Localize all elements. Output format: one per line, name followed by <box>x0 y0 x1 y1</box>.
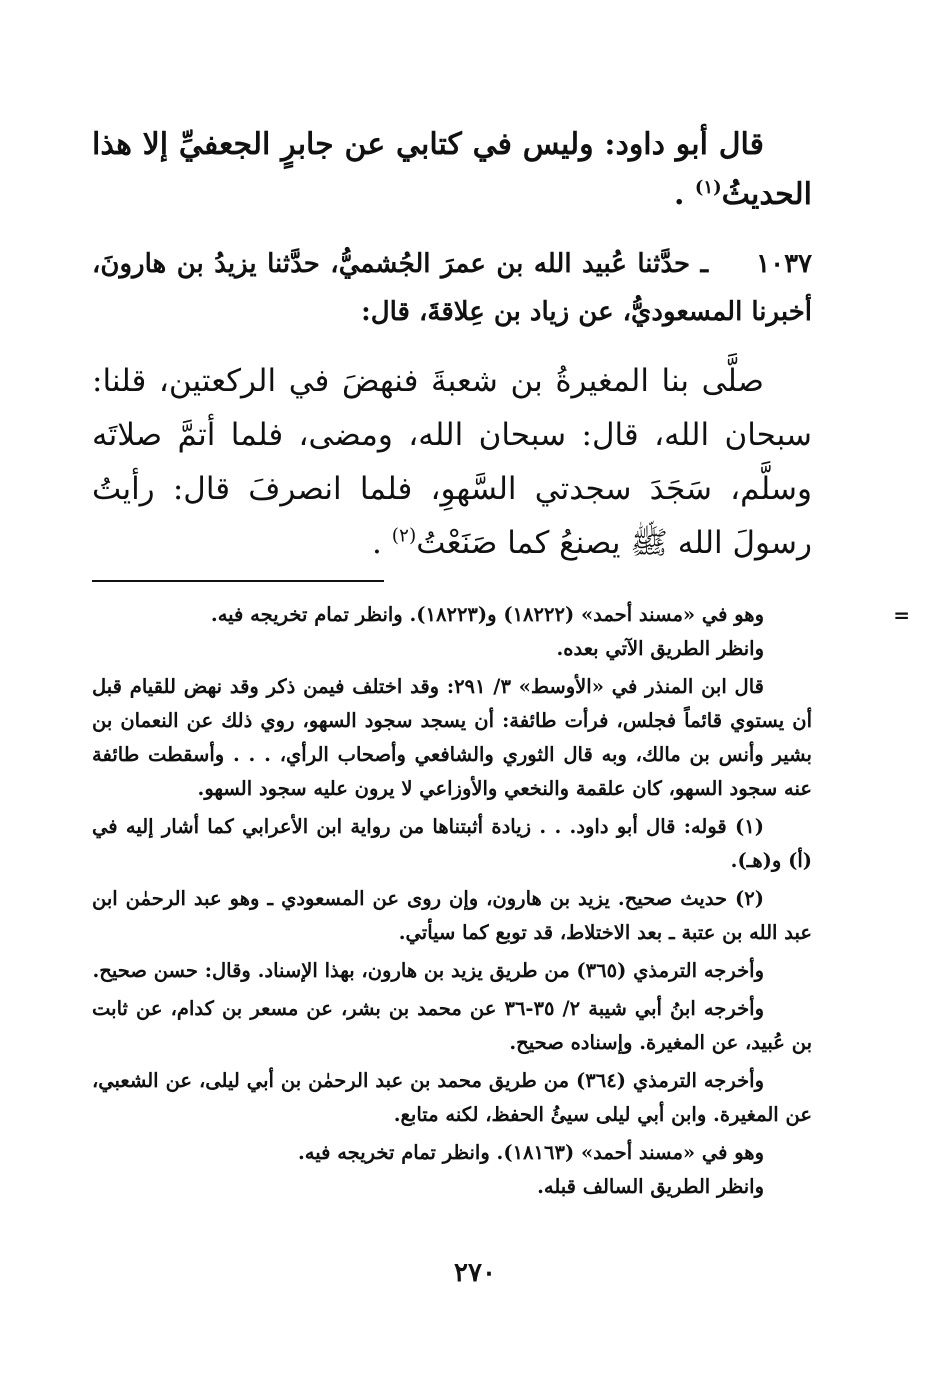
footnote-separator <box>92 580 384 582</box>
footnote-ref-2: (٢) <box>391 525 417 547</box>
continuation-mark: = <box>893 603 910 627</box>
hadith-matn-end: . <box>372 525 382 561</box>
tirmidhi-365-text: وأخرجه الترمذي (٣٦٥) من طريق يزيد بن هارون، بهذا الإسناد. وقال: حسن صحيح. <box>92 959 764 982</box>
paragraph-1-text: قال أبو داود: وليس في كتابي عن جابرٍ الجعفيِّ إلا هذا الحديثُ <box>92 127 812 212</box>
ibn-abi-shayba-text: وأخرجه ابنُ أبي شيبة ٢/ ٣٥-٣٦ عن محمد بن بشر، عن مسعر بن كدام، عن ثابت بن عُبيد، عن المغيرة. وإسناده صحيح. <box>92 997 812 1054</box>
hadith-matn-text: صلَّى بنا المغيرةُ بن شعبةَ فنهضَ في الركعتين، قلنا: سبحان الله، قال: سبحان الله، ومضى، فلما أتمَّ صلاتَه وسلَّم، سَجَدَ سجدتي السَّهوِ، فلما انصرفَ قال: رأيتُ رسولَ الله ﷺ يصنعُ كما صَنَعْتُ <box>92 363 812 561</box>
footnote-separator-wrap <box>92 580 812 598</box>
continuation-line-1: وهو في «مسند أحمد» (١٨٢٢٢) و(١٨٢٢٣). وانظر تمام تخريجه فيه. <box>210 603 764 626</box>
hadith-isnad-text: ١٠٣٧ـ حدَّثنا عُبيد الله بن عمرَ الجُشميُّ، حدَّثنا يزيدُ بن هارونَ، أخبرنا المسعوديُّ، عن زياد بن عِلاقةَ، قال: <box>92 249 812 327</box>
footnote-continuation <box>92 598 910 666</box>
hadith-matn <box>92 354 812 570</box>
continuation-ibn-almundhir <box>92 670 812 806</box>
paragraph-1-end: . <box>673 177 685 212</box>
main-paragraph-1 <box>92 120 812 220</box>
footnote-1 <box>92 810 812 878</box>
footnote-2-text: (٢) حديث صحيح. يزيد بن هارون، وإن روى عن المسعودي ـ وهو عبد الرحمٰن ابن عبد الله بن عتبة ـ بعد الاختلاط، قد توبع كما سيأتي. <box>92 887 812 944</box>
footnote-2-tirmidhi-364 <box>92 1064 812 1132</box>
footnote-1-text: (١) قوله: قال أبو داود. . . زيادة أثبتناها من رواية ابن الأعرابي كما أشار إليه في (أ) و(هـ). <box>92 815 812 872</box>
footnotes <box>92 598 910 1204</box>
page-number: ٢٧٠ <box>454 1258 496 1288</box>
footnote-2-see-previous: وانظر الطريق السالف قبله. <box>537 1175 764 1198</box>
footnote-ref-1: (١) <box>694 177 722 198</box>
footnote-2-ibn-abi-shayba <box>92 992 812 1060</box>
footnote-2-musnad-ahmad: وهو في «مسند أحمد» (١٨١٦٣). وانظر تمام تخريجه فيه. <box>297 1141 764 1164</box>
ibn-almundhir-text: قال ابن المنذر في «الأوسط» ٣/ ٢٩١: وقد اختلف فيمن ذكر وقد نهض للقيام قبل أن يستوي قائماً فجلس، فرأت طائفة: أن يسجد سجود السهو، روي ذلك عن النعمان بن بشير وأنس بن مالك، وبه قال الثوري والشافعي وأصحاب الرأي، . . . وأسقطت طائفة عنه سجود السهو، كان علقمة والنخعي والأوزاعي لا يرون عليه سجود السهو. <box>92 675 812 800</box>
footnote-2 <box>92 882 812 950</box>
continuation-line-2: وانظر الطريق الآتي بعده. <box>556 637 764 660</box>
footnote-2-tirmidhi-365 <box>92 954 812 988</box>
tirmidhi-364-text: وأخرجه الترمذي (٣٦٤) من طريق محمد بن عبد الرحمٰن بن أبي ليلى، عن الشعبي، عن المغيرة. وابن أبي ليلى سيئُ الحفظ، لكنه متابع. <box>92 1069 812 1126</box>
hadith-isnad <box>92 240 812 336</box>
